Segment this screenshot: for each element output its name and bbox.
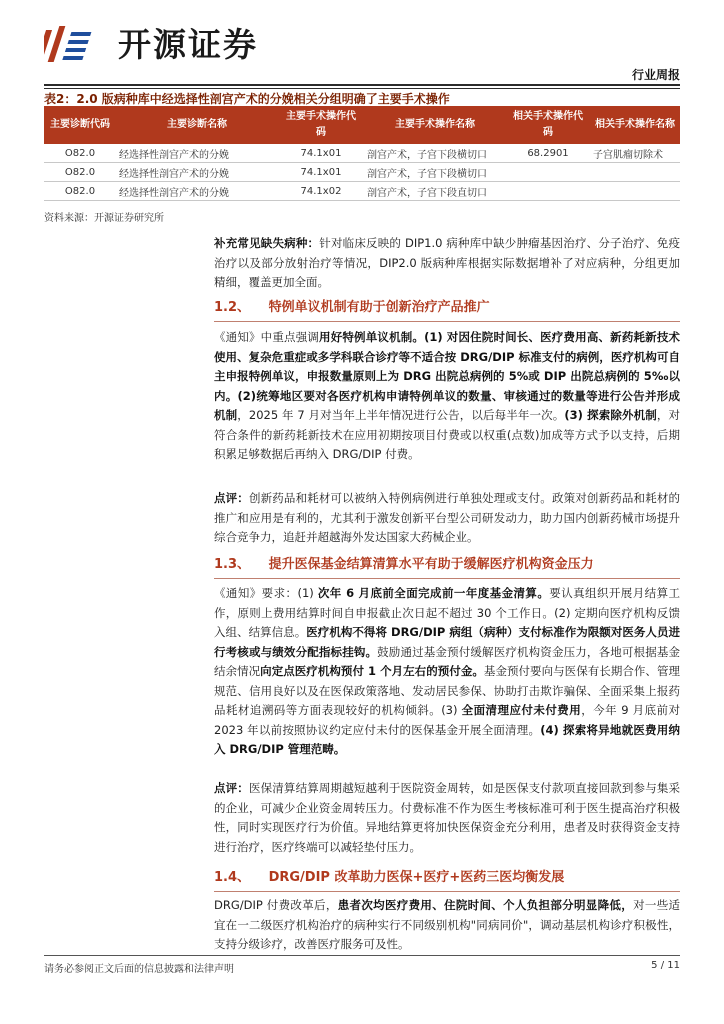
paragraph-bold: (3) 探索除外机制: [564, 408, 657, 422]
section-title: 提升医保基金结算清算水平有助于缓解医疗机构资金压力: [268, 557, 594, 572]
table-cell: 剖宫产术，子宫下段横切口: [364, 163, 506, 182]
table-cell: 剖宫产术，子宫下段横切口: [364, 144, 506, 163]
header-rule-thin: [44, 88, 680, 89]
table-cell: [590, 182, 680, 201]
section-number: 1.2、: [214, 300, 251, 315]
table-source: 资料来源：开源证券研究所: [44, 213, 164, 224]
page-number: 5 / 11: [651, 960, 680, 971]
paragraph-bold: 用好特例单议机制。(1) 对因住院时间长、医疗费用高、新药耗新技术使用、复杂危重症或多学科联合诊疗等不适合按 DRG/DIP 标准支付的病例，医疗机构可自主申报特例单议，申报数量原则上为 DRG 出院总病例的 5%或 DIP 出院总病例的 5‰以内。(2)统筹地区要对各医疗机构申请特例单议的数量、审核通过的数量等进行公告并形成机制: [214, 330, 681, 422]
table-cell: O82.0: [44, 163, 116, 182]
paragraph-text: 《通知》中重点强调: [214, 330, 320, 344]
paragraph-text: 创新药品和耗材可以被纳入特例病例进行单独处理或支付。政策对创新药品和耗材的推广和应用是有利的，尤其利于激发创新平台型公司研发动力，助力国内创新药械市场提升综合竞争力，追赶并超越海外发达国家大药械企业。: [214, 491, 681, 544]
col-header: 主要诊断代码: [44, 106, 116, 144]
table-cell: 剖宫产术，子宫下段直切口: [364, 182, 506, 201]
paragraph-lead: 点评：: [214, 491, 249, 505]
table-cell: [506, 182, 590, 201]
paragraph-comment-innovation: [214, 489, 680, 548]
col-header: 主要手术操作名称: [364, 106, 506, 144]
table-header-row: [44, 106, 680, 144]
paragraph-text: DRG/DIP 付费改革后，: [214, 898, 338, 912]
paragraph-bold: 患者次均医疗费用、住院时间、个人负担部分明显降低，: [337, 898, 634, 912]
table-cell: 68.2901: [506, 144, 590, 163]
paragraph-settlement: [214, 584, 680, 760]
report-type: 行业周报: [631, 68, 680, 82]
table-caption: 表2：2.0 版病种库中经选择性剖宫产术的分娩相关分组明确了主要手术操作: [44, 92, 450, 106]
section-rule: [214, 891, 680, 892]
paragraph-text: 鼓励通过基金预付缓解医疗机构资金压力，各地可根据基金结余情况: [214, 644, 680, 678]
paragraph-text: ，对符合条件的新药耗新技术在应用初期按项目付费或以权重(点数)加成等方式予以支持，后期积累足够数据后再纳入 DRG/DIP 付费。: [214, 408, 681, 461]
surgery-table: [44, 106, 680, 201]
logo-text: 开源证券: [118, 25, 258, 64]
section-title: 特例单议机制有助于创新治疗产品推广: [268, 300, 490, 315]
paragraph-bold: 全面清理应付未付费用: [461, 703, 582, 717]
table-cell: 74.1x01: [278, 144, 364, 163]
table-cell: [590, 163, 680, 182]
footer-disclaimer: 请务必参阅正文后面的信息披露和法律声明: [44, 964, 234, 975]
table-cell: O82.0: [44, 182, 116, 201]
paragraph-text: 医保清算结算周期越短越利于医院资金周转，如是医保支付款项直接回款到参与集采的企业，可减少企业资金周转压力。付费标准不作为医生考核标准可利于医生提高治疗积极性，同时实现医疗行为价值。异地结算更将加快医保资金充分利用，患者及时获得资金支持进行治疗，医疗终端可以减轻垫付压力。: [214, 781, 681, 854]
paragraph-missing-diseases: [214, 234, 680, 293]
section-heading-1-3: [214, 555, 680, 575]
paragraph-bold: 医疗机构不得将 DRG/DIP 病组（病种）支付标准作为限额对医务人员进行考核或与绩效分配指标挂钩。: [214, 625, 680, 659]
paragraph-text: 基金预付要向与医保有长期合作、管理规范、信用良好以及在医保政策落地、发动居民参保、协助打击欺诈骗保、全面采集上报药品耗材追溯码等方面表现较好的机构倾斜。(3): [214, 664, 680, 717]
paragraph-text: ，2025 年 7 月对当年上半年情况进行公告，以后每半年一次。: [237, 408, 565, 422]
table-cell: 经选择性剖宫产术的分娩: [116, 182, 278, 201]
section-heading-1-4: [214, 868, 680, 888]
table-cell: 74.1x01: [278, 163, 364, 182]
footer-rule: [44, 955, 680, 956]
paragraph-special-case: [214, 328, 680, 465]
paragraph-drg-reform: [214, 896, 680, 955]
logo-mark: [44, 24, 110, 66]
paragraph-text: 要认真组织开展月结算工作，原则上费用结算时间自申报截止次日起不超过 30 个工作日。(2) 定期向医疗机构反馈入组、结算信息。: [214, 586, 680, 639]
col-header: 相关手术操作代码: [506, 106, 590, 144]
header-rule: [44, 84, 680, 86]
section-rule: [214, 578, 680, 579]
paragraph-bold: 次年 6 月底前全面完成前一年度基金清算。: [317, 586, 550, 600]
section-number: 1.3、: [214, 557, 251, 572]
table-row: [44, 144, 680, 163]
section-number: 1.4、: [214, 870, 251, 885]
table-cell: O82.0: [44, 144, 116, 163]
section-heading-1-2: [214, 298, 680, 318]
paragraph-bold: 向定点医疗机构预付 1 个月左右的预付金。: [260, 664, 484, 678]
paragraph-comment-settlement: [214, 779, 680, 857]
table-row: [44, 163, 680, 182]
table-cell: 经选择性剖宫产术的分娩: [116, 163, 278, 182]
paragraph-text: 针对临床反映的 DIP1.0 病种库中缺少肿瘤基因治疗、分子治疗、免疫治疗以及部分放射治疗等情况，DIP2.0 版病种库根据实际数据增补了对应病种，分组更加精细，覆盖更加全面。: [214, 236, 681, 289]
paragraph-bold: (4) 探索将异地就医费用纳入 DRG/DIP 管理范畴。: [214, 722, 680, 756]
paragraph-lead: 补充常见缺失病种：: [214, 236, 320, 250]
section-rule: [214, 321, 680, 322]
paragraph-lead: 点评：: [214, 781, 249, 795]
col-header: 主要诊断名称: [116, 106, 278, 144]
col-header: 主要手术操作代码: [278, 106, 364, 144]
table-cell: 经选择性剖宫产术的分娩: [116, 144, 278, 163]
table-cell: [506, 163, 590, 182]
table-row: [44, 182, 680, 201]
paragraph-text: 《通知》要求：(1): [214, 586, 318, 600]
paragraph-text: 对一些适宜在一二级医疗机构治疗的病种实行不同级别机构"同病同价"，调动基层机构诊疗积极性，支持分级诊疗，改善医疗服务可及性。: [214, 898, 681, 951]
col-header: 相关手术操作名称: [590, 106, 680, 144]
section-title: DRG/DIP 改革助力医保+医疗+医药三医均衡发展: [268, 870, 565, 885]
table-cell: 子宫肌瘤切除术: [590, 144, 680, 163]
table-cell: 74.1x02: [278, 182, 364, 201]
paragraph-text: ，今年 9 月底前对 2023 年以前按照协议约定应付未付的医保基金开展全面清理。: [214, 703, 680, 737]
